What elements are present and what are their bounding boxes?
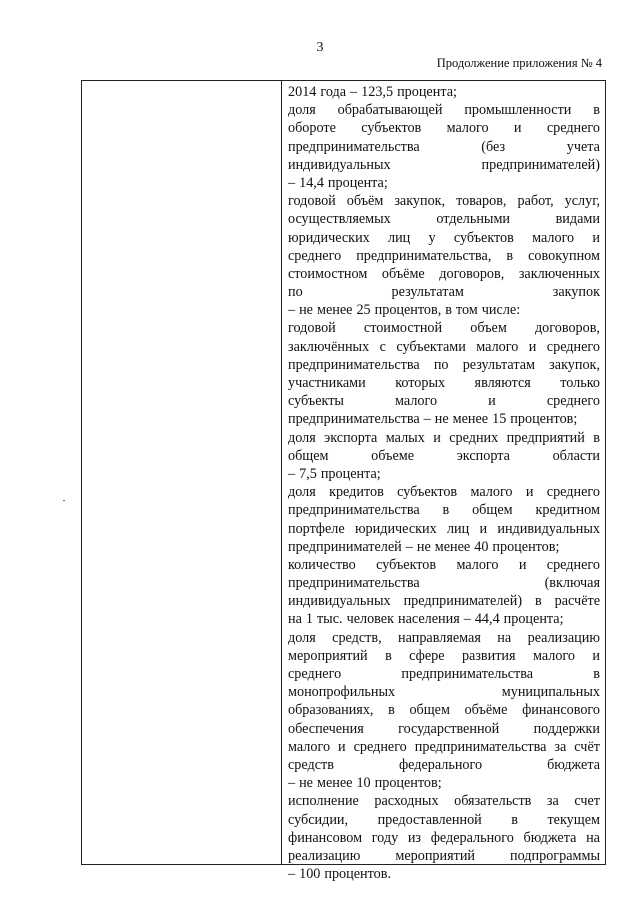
text-word: менее — [452, 411, 489, 428]
text-line — [288, 192, 600, 210]
text-word: среднего — [546, 484, 600, 501]
text-word: 123,5 — [361, 84, 394, 100]
text-word: муниципальных — [501, 684, 600, 701]
text-word: общем — [472, 502, 513, 519]
text-word: процентов; — [492, 538, 560, 555]
text-line — [288, 829, 600, 847]
text-line — [288, 556, 600, 574]
text-word: предпринимателей) — [403, 593, 523, 610]
text-word: 15 — [492, 411, 507, 428]
text-word: процентов, — [374, 302, 442, 319]
text-word: области — [552, 447, 600, 464]
text-line — [288, 138, 600, 156]
text-word: объем — [470, 320, 507, 337]
text-line — [288, 392, 600, 410]
text-word: у — [428, 229, 436, 246]
text-line — [288, 119, 600, 137]
text-word: отдельными — [436, 211, 511, 228]
text-word: года — [320, 84, 347, 100]
text-word: (без — [481, 138, 506, 155]
text-word: – — [463, 611, 471, 628]
text-word: предпринимательства — [288, 356, 420, 373]
text-word: 25 — [356, 302, 371, 319]
text-word: счёт — [574, 738, 600, 755]
text-word: обрабатывающей — [337, 102, 443, 119]
text-word: и — [433, 429, 441, 446]
text-word: общем — [409, 702, 450, 719]
text-word: предпринимателей — [288, 538, 402, 555]
text-word: государственной — [398, 720, 500, 737]
text-word: и — [513, 120, 522, 137]
text-word: малого — [476, 338, 519, 355]
text-line — [288, 701, 600, 719]
text-word: субъекты — [288, 393, 344, 410]
text-word: процента; — [503, 611, 564, 628]
text-word: мероприятий — [395, 847, 476, 864]
text-word: в — [593, 102, 600, 119]
text-word: развития — [461, 647, 516, 664]
text-word: совокупном — [528, 247, 600, 264]
text-word: по — [433, 356, 449, 373]
text-word: по — [288, 284, 303, 301]
text-word: процента; — [327, 174, 388, 191]
text-word: среднего — [546, 338, 600, 355]
text-word: процента; — [397, 84, 457, 100]
text-word: результатам — [391, 284, 464, 301]
text-word: доля — [288, 429, 316, 446]
text-word: не — [299, 775, 313, 792]
text-word: являются — [474, 375, 531, 391]
text-word: поддержки — [533, 720, 600, 737]
text-word: населения — [397, 611, 460, 628]
text-word: – — [288, 302, 296, 319]
text-word: менее — [316, 775, 353, 792]
text-word: объём — [346, 193, 384, 210]
text-word: в — [593, 429, 600, 446]
table-left-column — [82, 81, 282, 864]
text-line — [288, 410, 600, 428]
text-word: только — [560, 375, 600, 391]
text-word: в — [593, 666, 600, 682]
text-word: средних — [449, 429, 499, 446]
text-word: малых — [385, 429, 425, 446]
text-word: годовой — [288, 320, 336, 337]
text-word: закупок, — [394, 193, 446, 210]
text-word: финансовом — [288, 829, 363, 846]
text-line — [288, 774, 600, 792]
text-word: и — [479, 520, 488, 537]
text-line — [288, 156, 600, 174]
scan-speck — [63, 500, 65, 501]
text-word: обороте — [288, 120, 336, 137]
text-word: 14,4 — [299, 174, 324, 191]
text-word: и — [488, 393, 496, 410]
text-word: – — [423, 411, 431, 428]
text-word: малого — [288, 738, 331, 755]
text-word: предпринимательства — [288, 502, 420, 519]
text-word: малого — [470, 484, 513, 501]
text-word: в — [385, 647, 392, 664]
text-line — [288, 592, 600, 610]
text-word: кредитном — [535, 502, 600, 519]
text-word: среднего — [546, 120, 600, 137]
text-word: договоров, — [439, 265, 505, 282]
page-number: 3 — [316, 40, 324, 55]
text-word: бюджета — [523, 829, 577, 846]
text-word: тыс. — [316, 611, 343, 628]
text-line — [288, 101, 600, 119]
text-line — [288, 865, 600, 883]
text-word: 7,5 — [299, 465, 317, 482]
indicators-table — [81, 80, 606, 883]
text-word: предоставленной — [377, 811, 482, 828]
text-word: из — [407, 829, 422, 846]
text-word: в — [388, 702, 395, 719]
text-word: малого — [446, 120, 489, 137]
text-line — [288, 319, 600, 337]
text-line — [288, 720, 600, 738]
text-word: экспорта — [324, 429, 378, 446]
text-word: договоров, — [534, 320, 600, 337]
text-word: объеме — [371, 447, 415, 464]
text-word: процентов; — [374, 775, 442, 792]
text-word: среднего — [353, 738, 407, 755]
text-word: средств — [288, 756, 334, 773]
text-line — [288, 429, 600, 447]
text-word: товаров, — [456, 193, 507, 210]
text-line — [288, 756, 600, 774]
text-word: на — [586, 829, 600, 846]
text-word: доля — [288, 484, 316, 501]
appendix-continuation-label: Продолжение приложения № 4 — [436, 56, 602, 70]
text-word: федерального — [398, 756, 483, 773]
text-word: и — [592, 647, 600, 664]
text-word: среднего — [288, 247, 342, 264]
text-word: – — [288, 174, 296, 191]
text-word: в — [535, 593, 542, 610]
text-line — [288, 265, 600, 283]
text-word: участниками — [288, 375, 366, 391]
text-word: экспорта — [456, 447, 510, 464]
text-word: федерального — [430, 829, 514, 846]
text-line — [288, 738, 600, 756]
text-word: предпринимательства, — [356, 247, 492, 264]
text-word: не — [434, 411, 449, 428]
text-word: расчёте — [554, 593, 600, 610]
text-word: субъектов — [397, 484, 458, 501]
text-word: в — [445, 302, 452, 319]
text-word: и — [525, 484, 534, 501]
text-word: 1 — [305, 611, 313, 628]
table-right-column-text — [288, 83, 600, 883]
text-word: закупок, — [549, 356, 600, 373]
text-line — [288, 210, 600, 228]
text-word: субъектов — [361, 120, 422, 137]
text-word: за — [554, 738, 567, 755]
text-word: бюджета — [547, 756, 600, 773]
text-line — [288, 629, 600, 647]
text-word: счет — [574, 793, 600, 810]
text-word: обязательств — [454, 793, 532, 810]
text-word: том — [455, 302, 478, 319]
text-line — [288, 683, 600, 701]
text-word: – — [288, 866, 296, 883]
text-word: в — [442, 502, 450, 519]
text-word: закупок — [552, 284, 600, 301]
text-word: видами — [555, 211, 600, 228]
text-word: стоимостном — [288, 265, 368, 282]
text-word: осуществляемых — [288, 211, 391, 228]
text-line — [288, 301, 600, 319]
text-word: расходных — [374, 793, 439, 810]
text-line — [288, 229, 600, 247]
text-word: услуг, — [564, 193, 600, 210]
text-line — [288, 483, 600, 501]
text-word: малого — [532, 229, 575, 246]
text-word: лиц — [446, 520, 470, 537]
text-word: юридических — [288, 229, 370, 246]
text-word: работ, — [517, 193, 554, 210]
text-word: и — [528, 338, 537, 355]
text-word: не — [299, 302, 313, 319]
text-word: предпринимательства — [414, 738, 547, 755]
text-line — [288, 665, 600, 683]
text-word: годовой — [288, 193, 336, 210]
text-word: в — [511, 811, 518, 828]
text-line — [288, 247, 600, 265]
text-word: предприятий — [506, 429, 585, 446]
text-word: доля — [288, 629, 316, 646]
text-line — [288, 847, 600, 865]
text-word: которых — [395, 375, 446, 391]
text-word: среднего — [288, 666, 342, 682]
text-word: малого — [532, 647, 575, 664]
text-word: образованиях, — [288, 702, 374, 719]
text-word: (включая — [544, 575, 600, 592]
text-word: среднего — [546, 393, 600, 410]
text-line — [288, 465, 600, 483]
text-word: подпрограммы — [510, 847, 600, 864]
text-word: монопрофильных — [288, 684, 396, 701]
text-word: 40 — [474, 538, 489, 555]
text-word: реализацию — [527, 629, 600, 646]
text-word: и — [518, 556, 527, 573]
text-word: портфеле — [288, 520, 345, 537]
text-word: среднего — [546, 556, 600, 573]
text-word: заключённых — [288, 338, 370, 355]
text-word: – — [288, 775, 296, 792]
text-word: исполнение — [288, 793, 359, 810]
text-word: 10 — [356, 775, 371, 792]
text-line — [288, 374, 600, 392]
text-word: доля — [288, 102, 316, 119]
text-word: субъектов — [453, 229, 514, 246]
text-word: – — [350, 84, 358, 100]
text-line — [288, 283, 600, 301]
text-line — [288, 811, 600, 829]
text-line — [288, 610, 600, 628]
text-word: субъектами — [396, 338, 466, 355]
text-word: предпринимательства — [401, 666, 534, 682]
text-word: текущем — [547, 811, 600, 828]
text-word: реализацию — [288, 847, 361, 864]
text-word: стоимостной — [363, 320, 443, 337]
text-word: числе: — [481, 302, 521, 319]
text-word: – — [405, 538, 413, 555]
text-word: менее — [434, 538, 471, 555]
text-word: индивидуальных — [288, 156, 391, 173]
text-word: обеспечения — [288, 720, 364, 737]
text-word: объёме — [464, 702, 508, 719]
text-word: финансового — [522, 702, 600, 719]
text-word: – — [288, 465, 296, 482]
text-word: индивидуальных — [288, 593, 391, 610]
text-word: году — [371, 829, 399, 846]
text-word: субъектов — [376, 556, 437, 573]
text-line — [288, 501, 600, 519]
text-word: субсидии, — [288, 811, 349, 828]
text-word: средств, — [332, 629, 382, 646]
text-word: не — [416, 538, 431, 555]
text-word: юридических — [354, 520, 437, 537]
text-word: в — [506, 247, 514, 264]
text-word: заключенных — [518, 265, 600, 282]
text-word: процента; — [320, 465, 381, 482]
text-word: мероприятий — [288, 647, 368, 664]
text-word: 44,4 — [474, 611, 500, 628]
text-word: предпринимательства — [288, 138, 420, 155]
text-word: 2014 — [288, 84, 317, 100]
text-word: за — [546, 793, 559, 810]
text-line — [288, 647, 600, 665]
text-line — [288, 574, 600, 592]
text-word: на — [288, 611, 302, 628]
text-word: промышленности — [464, 102, 572, 119]
text-word: направляемая — [398, 629, 481, 646]
text-word: сфере — [409, 647, 445, 664]
text-word: объёме — [381, 265, 425, 282]
text-word: кредитов — [329, 484, 384, 501]
text-line — [288, 792, 600, 810]
text-word: количество — [288, 556, 356, 573]
text-word: с — [379, 338, 386, 355]
text-line — [288, 538, 600, 556]
text-word: предпринимательства — [288, 411, 420, 428]
text-line — [288, 520, 600, 538]
text-word: предпринимательства — [288, 575, 420, 592]
text-word: малого — [456, 556, 499, 573]
text-line — [288, 338, 600, 356]
text-word: малого — [395, 393, 438, 410]
text-word: процентов; — [510, 411, 578, 428]
text-word: менее — [316, 302, 353, 319]
text-word: лиц — [388, 229, 411, 246]
text-word: 100 — [299, 866, 321, 883]
text-word: общем — [288, 447, 329, 464]
text-word: учета — [566, 138, 600, 155]
text-word: и — [592, 229, 600, 246]
text-line — [288, 174, 600, 192]
text-word: и — [338, 738, 346, 755]
text-line — [288, 447, 600, 465]
text-word: индивидуальных — [497, 520, 600, 537]
text-word: процентов. — [324, 866, 391, 883]
text-word: предпринимателей) — [481, 156, 600, 173]
text-word: результатам — [462, 356, 535, 373]
text-word: на — [497, 629, 512, 646]
text-word: человек — [346, 611, 394, 628]
text-line — [288, 356, 600, 374]
text-line — [288, 83, 600, 101]
